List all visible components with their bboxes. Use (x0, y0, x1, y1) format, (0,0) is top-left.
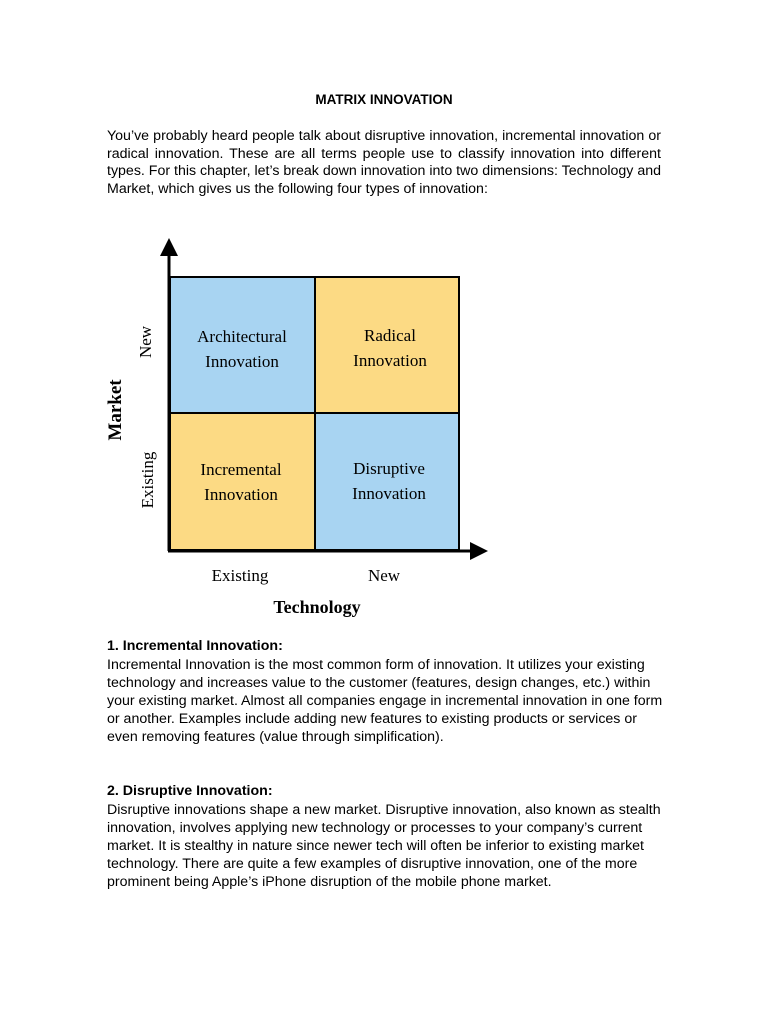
quadrant-incremental-line1: Incremental (200, 460, 282, 479)
quadrant-radical (315, 277, 459, 413)
quadrant-radical-line2: Innovation (353, 351, 427, 370)
intro-paragraph: You’ve probably heard people talk about disruptive innovation, incremental innovation or radical innovation. These are all terms people use to classify innovation into different types. For this chapter, let’s break down innovation into two dimensions: Technology and Market, which gives us the following four types of innovation: (107, 128, 661, 197)
section-incremental-body: Incremental Innovation is the most common form of innovation. It utilizes your existing technology and increases value to the customer (features, design changes, etc.) within your existing market. Almost all companies engage in incremental innovation in one form or another. Examples include adding new features to existing products or services or even removing features (value through simplification). (107, 657, 663, 745)
x-label-new: New (367, 566, 401, 585)
x-label-existing: Existing (211, 566, 269, 585)
y-axis-title: Market (105, 379, 126, 441)
quadrant-incremental-line2: Innovation (204, 485, 278, 504)
section-incremental-heading: 1. Incremental Innovation: (107, 638, 283, 654)
y-axis-arrow (160, 238, 178, 256)
quadrant-architectural-line2: Innovation (205, 352, 279, 371)
section-disruptive-heading: 2. Disruptive Innovation: (107, 783, 273, 799)
quadrant-disruptive (315, 413, 459, 550)
x-axis-title: Technology (273, 597, 361, 617)
x-axis-arrow (470, 542, 488, 560)
innovation-matrix-diagram (100, 232, 500, 624)
quadrant-architectural-line1: Architectural (197, 327, 287, 346)
y-label-existing: Existing (138, 451, 157, 509)
page-title: MATRIX INNOVATION (315, 92, 453, 107)
section-disruptive-body: Disruptive innovations shape a new market. Disruptive innovation, also known as stealth innovation, involves applying new technology or processes to your company’s current market. It is stealthy in nature since newer tech will often be inferior to existing market technology. There are quite a few examples of disruptive innovation, one of the more prominent being Apple’s iPhone disruption of the mobile phone market. (107, 802, 661, 890)
quadrant-disruptive-line2: Innovation (352, 484, 426, 503)
quadrant-disruptive-line1: Disruptive (353, 459, 425, 478)
y-label-new: New (136, 325, 155, 359)
quadrant-radical-line1: Radical (364, 326, 416, 345)
quadrant-incremental (170, 413, 315, 550)
